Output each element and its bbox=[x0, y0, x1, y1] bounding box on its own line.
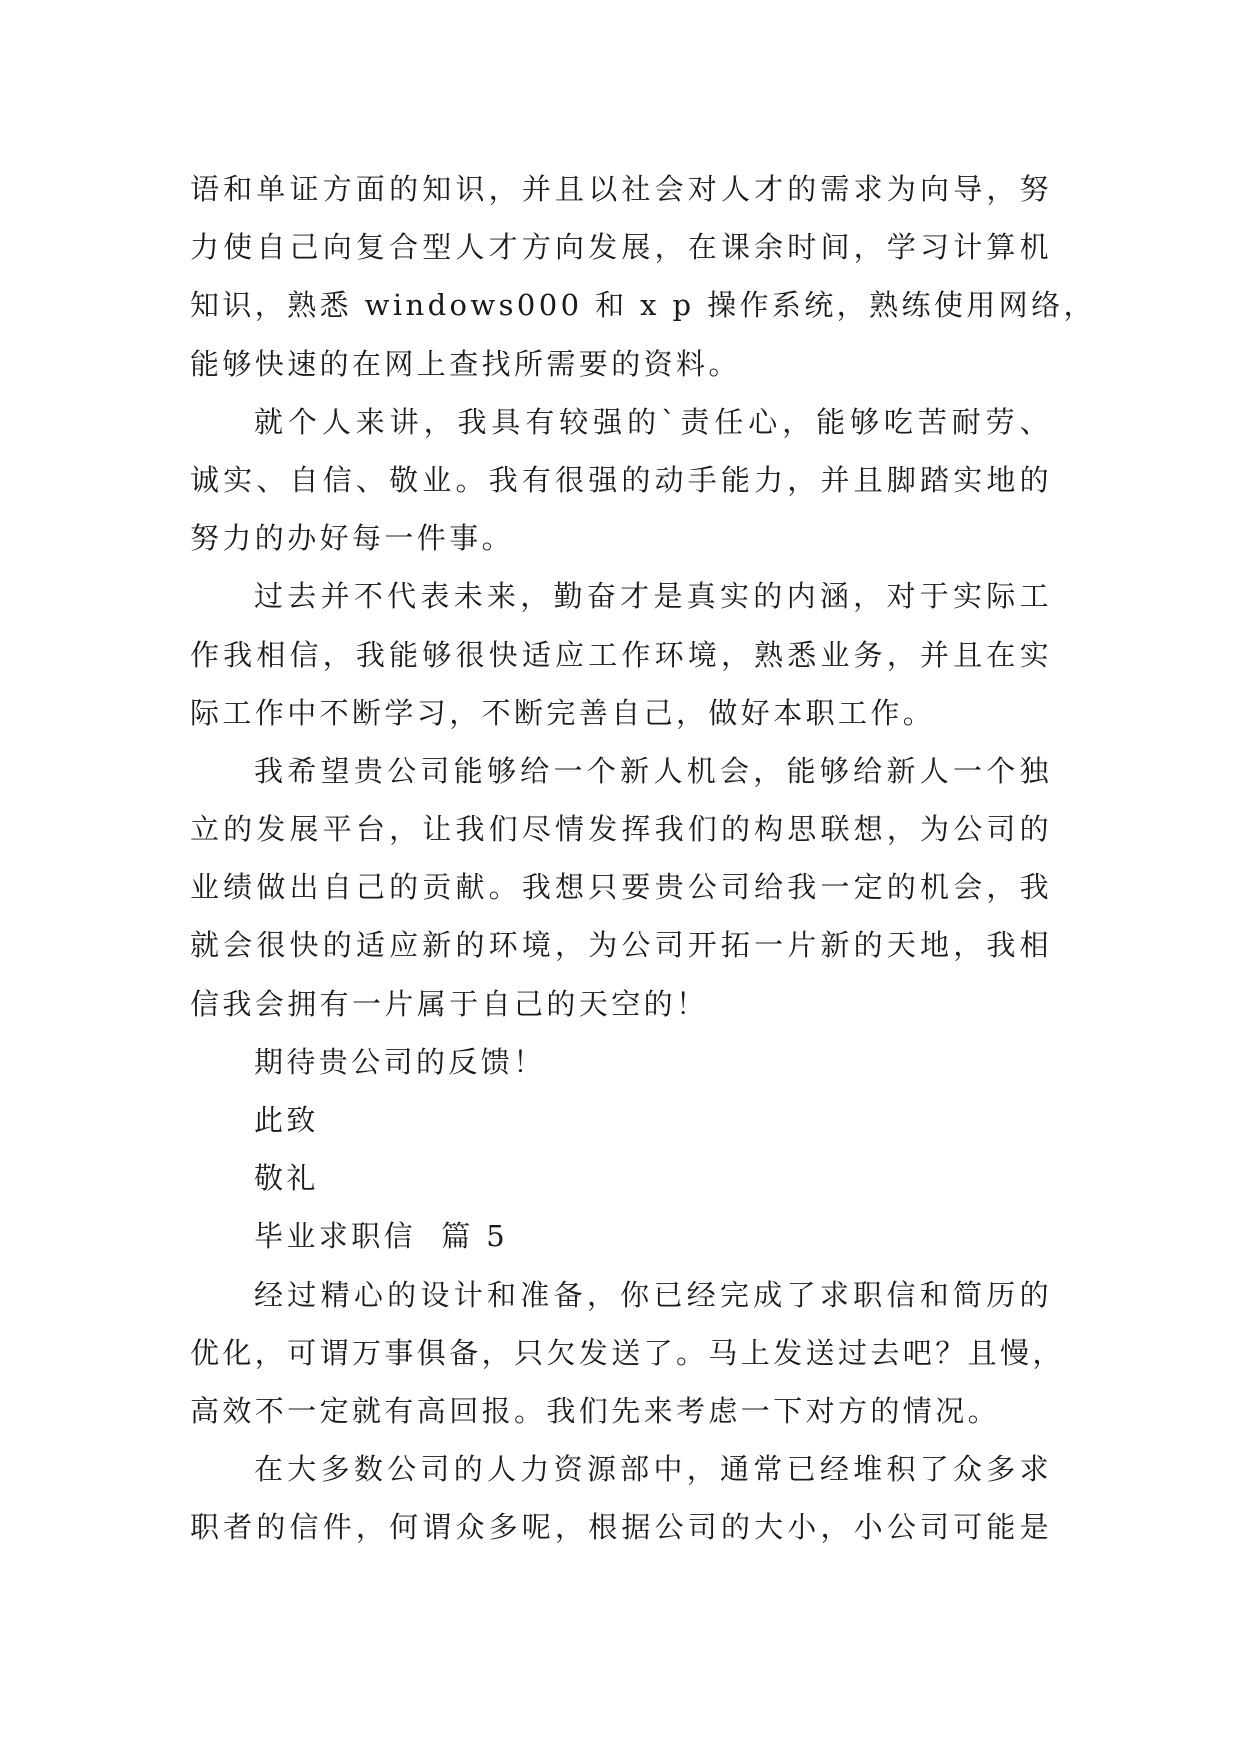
text-line: 此致 bbox=[254, 1103, 319, 1137]
text-line: 期待贵公司的反馈！ bbox=[254, 1044, 546, 1079]
text-line: 信我会拥有一片属于自己的天空的！ bbox=[190, 986, 709, 1021]
text-line: 过去并不代表未来，勤奋才是真实的内涵，对于实际工 bbox=[254, 579, 1052, 614]
text-line: 职者的信件，何谓众多呢，根据公司的大小，小公司可能是 bbox=[190, 1510, 1052, 1545]
text-line: 立的发展平台，让我们尽情发挥我们的构思联想，为公司的 bbox=[190, 812, 1052, 847]
text-line: 优化，可谓万事俱备，只欠发送了。马上发送过去吧？且慢， bbox=[190, 1335, 1065, 1370]
text-line: 力使自己向复合型人才方向发展，在课余时间，学习计算机 bbox=[190, 230, 1052, 265]
document-body bbox=[190, 160, 1096, 1557]
text-line: 我希望贵公司能够给一个新人机会，能够给新人一个独 bbox=[254, 753, 1052, 788]
text-line: 诚实、自信、敬业。我有很强的动手能力，并且脚踏实地的 bbox=[190, 462, 1052, 497]
text-line: 业绩做出自己的贡献。我想只要贵公司给我一定的机会，我 bbox=[190, 870, 1052, 905]
text-line: 高效不一定就有高回报。我们先来考虑一下对方的情况。 bbox=[190, 1393, 1001, 1428]
text-line: 毕业求职信 篇 5 bbox=[254, 1219, 509, 1254]
text-line: 敬礼 bbox=[254, 1161, 319, 1196]
text-line: 知识，熟悉 windows000 和 x p 操作系统，熟练使用网络， bbox=[190, 288, 1096, 323]
text-line: 经过精心的设计和准备，你已经完成了求职信和简历的 bbox=[254, 1277, 1052, 1312]
text-line: 语和单证方面的知识，并且以社会对人才的需求为向导，努 bbox=[190, 172, 1052, 206]
text-line: 就个人来讲，我具有较强的`责任心，能够吃苦耐劳、 bbox=[254, 404, 1052, 439]
text-line: 努力的办好每一件事。 bbox=[190, 521, 515, 556]
text-line: 能够快速的在网上查找所需要的资料。 bbox=[190, 346, 741, 381]
text-line: 作我相信，我能够很快适应工作环境，熟悉业务，并且在实 bbox=[190, 637, 1052, 672]
text-line: 际工作中不断学习，不断完善自己，做好本职工作。 bbox=[190, 695, 936, 730]
text-line: 在大多数公司的人力资源部中，通常已经堆积了众多求 bbox=[254, 1452, 1052, 1487]
text-line: 就会很快的适应新的环境，为公司开拓一片新的天地，我相 bbox=[190, 928, 1052, 963]
